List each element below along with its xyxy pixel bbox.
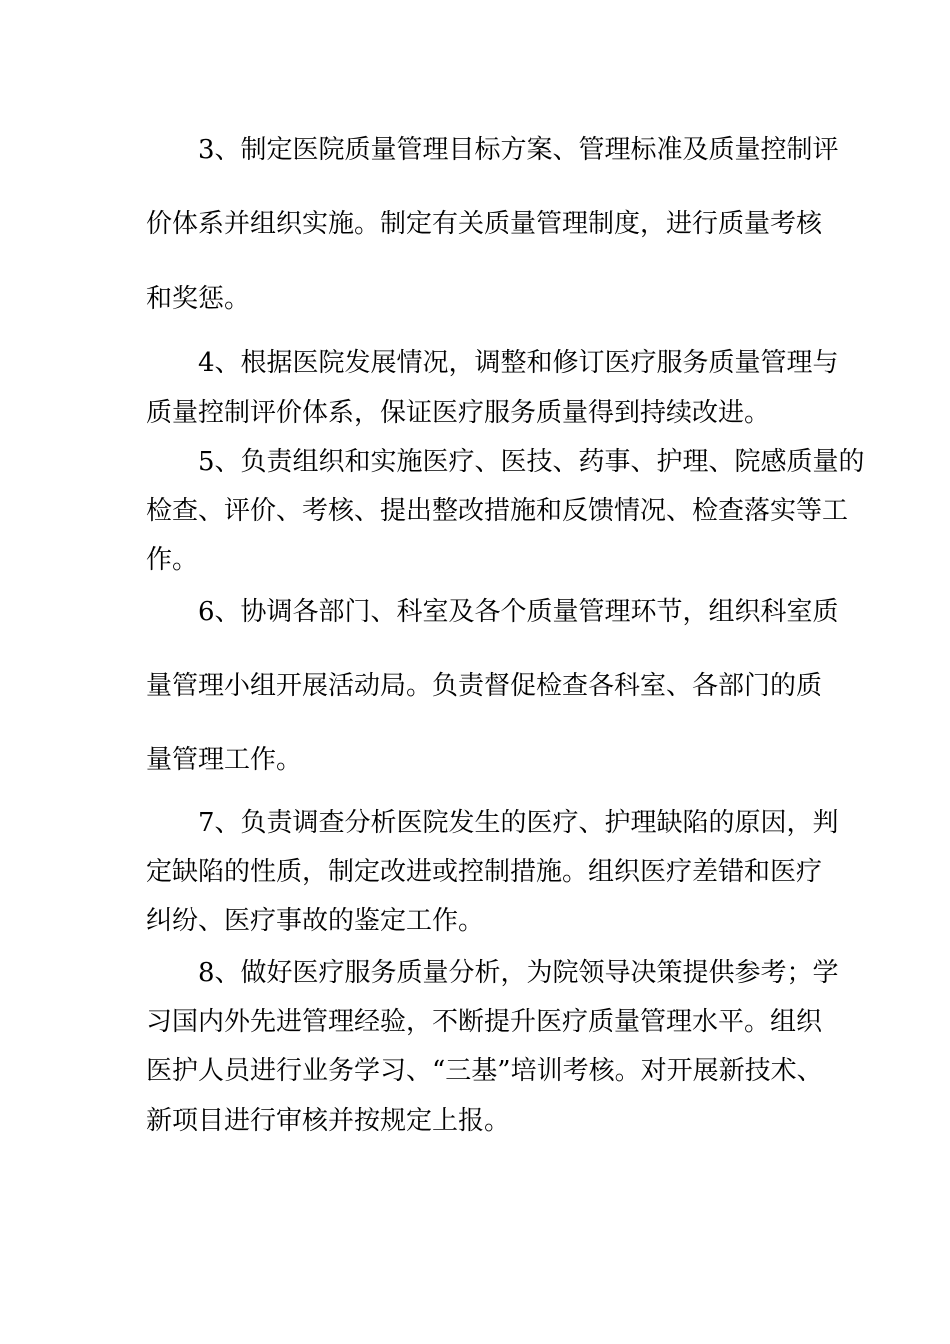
text-line: 定缺陷的性质，制定改进或控制措施。组织医疗差错和医疗 xyxy=(146,857,823,887)
text-line: 量管理小组开展活动局。负责督促检查各科室、各部门的质 xyxy=(146,671,823,701)
text-line: 习国内外先进管理经验，不断提升医疗质量管理水平。组织 xyxy=(146,1007,823,1037)
text-line: 医护人员进行业务学习、“三基”培训考核。对开展新技术、 xyxy=(146,1056,823,1086)
text-line: 7、负责调查分析医院发生的医疗、护理缺陷的原因，判 xyxy=(198,808,839,838)
text-line: 5、负责组织和实施医疗、医技、药事、护理、院感质量的 xyxy=(198,447,865,477)
text-line: 价体系并组织实施。制定有关质量管理制度，进行质量考核 xyxy=(146,209,823,239)
text-line: 和奖惩。 xyxy=(146,284,251,314)
text-line: 作。 xyxy=(146,545,199,575)
text-line: 3、制定医院质量管理目标方案、管理标准及质量控制评 xyxy=(198,135,839,165)
text-line: 纠纷、医疗事故的鉴定工作。 xyxy=(146,906,485,936)
text-line: 6、协调各部门、科室及各个质量管理环节，组织科室质 xyxy=(198,597,839,627)
text-line: 8、做好医疗服务质量分析，为院领导决策提供参考；学 xyxy=(198,958,839,988)
text-line: 量管理工作。 xyxy=(146,745,303,775)
text-line: 检查、评价、考核、提出整改措施和反馈情况、检查落实等工 xyxy=(146,496,849,526)
text-line: 质量控制评价体系，保证医疗服务质量得到持续改进。 xyxy=(146,398,771,428)
text-line: 4、根据医院发展情况，调整和修订医疗服务质量管理与 xyxy=(198,348,839,378)
text-line: 新项目进行审核并按规定上报。 xyxy=(146,1106,511,1136)
